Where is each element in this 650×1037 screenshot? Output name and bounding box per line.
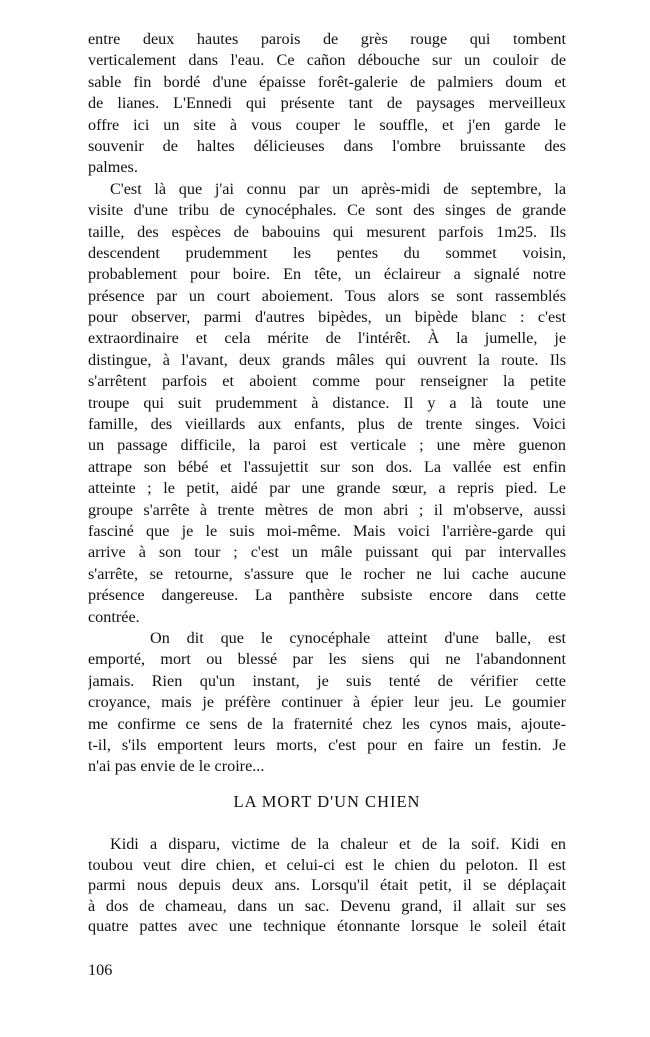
text-line: probablement pour boire. En tête, un éclaireur a signalé notre <box>88 265 566 284</box>
text-line: arrive à son tour ; c'est un mâle puissant qui par intervalles <box>88 543 566 562</box>
text-line: me confirme ce sens de la fraternité chez les cynos mais, ajoute- <box>88 714 566 733</box>
text-line: de lianes. L'Ennedi qui présente tant de paysages merveilleux <box>88 94 566 113</box>
section-heading: LA MORT D'UN CHIEN <box>233 792 421 811</box>
text-line: à dos de chameau, dans un sac. Devenu grand, il allait sur ses <box>88 896 566 915</box>
text-line: atteinte ; le petit, aidé par une grande sœur, a repris pied. Le <box>88 479 566 498</box>
text-line: contrée. <box>88 607 140 626</box>
text-line: présence dangereuse. La panthère subsiste encore dans cette <box>88 586 566 605</box>
text-line: attrape son bébé et l'assujettit sur son dos. La vallée est enfin <box>88 457 566 476</box>
text-line: présence par un court aboiement. Tous alors se sont rassemblés <box>88 286 566 305</box>
text-line: parmi nous depuis deux ans. Lorsqu'il était petit, il se déplaçait <box>88 876 566 895</box>
page-number: 106 <box>88 961 113 979</box>
text-line: verticalement dans l'eau. Ce cañon débouche sur un couloir de <box>88 51 566 70</box>
text-line: n'ai pas envie de le croire... <box>88 757 265 776</box>
text-line: toubou veut dire chien, et celui-ci est le chien du peloton. Il est <box>88 855 566 874</box>
text-line: fasciné que je le suis moi-même. Mais voici l'arrière-garde qui <box>88 521 566 540</box>
text-line: offre ici un site à vous couper le souffle, et j'en garde le <box>88 115 566 134</box>
text-line: descendent prudemment les pentes du sommet voisin, <box>88 243 566 262</box>
text-line: On dit que le cynocéphale atteint d'une balle, est <box>150 629 566 647</box>
text-line: sable fin bordé d'une épaisse forêt-galerie de palmiers doum et <box>88 72 566 91</box>
text-line: s'arrête, se retourne, s'assure que le rocher ne lui cache aucune <box>88 564 566 583</box>
paragraph-3 <box>88 628 566 778</box>
text-line: souvenir de haltes délicieuses dans l'ombre bruissante des <box>88 136 566 155</box>
text-line: emporté, mort ou blessé par les siens qui ne l'abandonnent <box>88 650 566 669</box>
text-line: visite d'une tribu de cynocéphales. Ce sont des singes de grande <box>88 201 566 220</box>
text-line: entre deux hautes parois de grès rouge qui tombent <box>88 30 566 48</box>
text-line: C'est là que j'ai connu par un après-midi de septembre, la <box>110 179 566 198</box>
paragraph-1 <box>88 29 566 179</box>
text-line: taille, des espèces de babouins qui mesurent parfois 1m25. Ils <box>88 222 566 241</box>
text-line: quatre pattes avec une technique étonnante lorsque le soleil était <box>88 917 566 936</box>
body-text-top <box>88 29 566 628</box>
text-line: groupe s'arrête à trente mètres de mon abri ; il m'observe, aussi <box>88 500 566 519</box>
text-line: s'arrêtent parfois et aboient comme pour renseigner la petite <box>88 372 566 391</box>
text-line: croyance, mais je préfère continuer à épier leur jeu. Le goumier <box>88 693 566 712</box>
text-line: palmes. <box>88 158 138 177</box>
paragraph-2 <box>88 179 566 628</box>
paragraph-4 <box>88 834 566 937</box>
text-line: troupe qui suit prudemment à distance. Il y a là toute une <box>88 393 566 412</box>
text-line: t-il, s'ils emportent leurs morts, c'est pour en faire un festin. Je <box>88 735 566 754</box>
text-line: jamais. Rien qu'un instant, je suis tenté de vérifier cette <box>88 671 566 690</box>
text-line: famille, des vieillards aux enfants, plus de trente singes. Voici <box>88 415 566 434</box>
text-line: extraordinaire et cela mérite de l'intérêt. À la jumelle, je <box>88 329 566 348</box>
text-line: pour observer, parmi d'autres bipèdes, un bipède blanc : c'est <box>88 308 566 327</box>
text-line: Kidi a disparu, victime de la chaleur et de la soif. Kidi en <box>110 835 566 853</box>
text-line: un passage difficile, la paroi est verticale ; une mère guenon <box>88 436 566 455</box>
text-line: distingue, à l'avant, deux grands mâles qui ouvrent la route. Ils <box>88 350 566 369</box>
